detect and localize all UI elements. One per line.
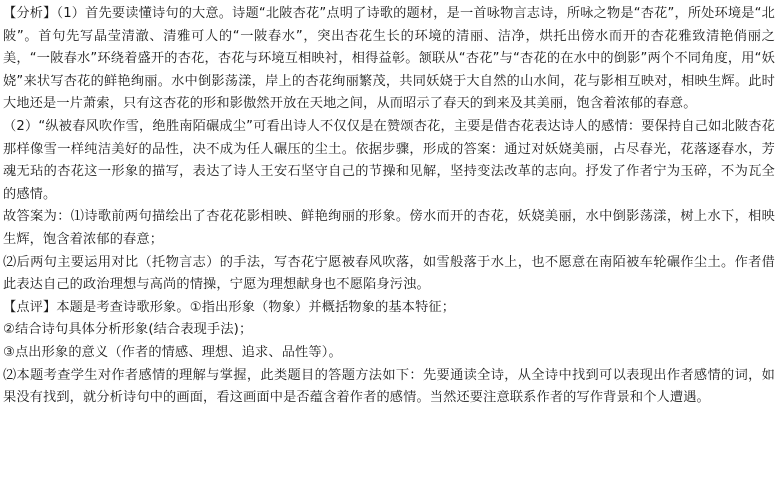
comment-paragraph-2: ②结合诗句具体分析形象(结合表现手法)； (3, 322, 253, 338)
answer-paragraph-2: ⑵后两句主要运用对比（托物言志）的手法，写杏花宁愿被春风吹落，如雪般落于水上，也不愿意在南陌被车轮碾作尘土。作者借此表达自己的政治理想与高尚的情操，宁愿为理想献身也不愿陷身污浊。 (3, 254, 775, 293)
answer-document (3, 3, 775, 410)
analysis-paragraph-1: 【分析】（1）首先要读懂诗句的大意。诗题“北陂杏花”点明了诗歌的题材，是一首咏物言志诗，所咏之物是“杏花”，所处环境是“北陂”。首句先写晶莹清澈、清雅可人的“一陂春水”，突出杏花生长的环境的清丽、洁净，烘托出傍水而开的杏花雅致清艳俏丽之美，“一陂春水”环绕着盛开的杏花，杏花与环境互相映衬，相得益彰。颔联从“杏花”与“杏花的在水中的倒影”两个不同角度，用“妖娆”来状写杏花的鲜艳绚丽。水中倒影荡漾，岸上的杏花绚丽繁茂，共同妖娆于大自然的山水间，花与影相互映对，相映生辉。此时大地还是一片萧索，只有这杏花的形和影傲然开放在天地之间，从而昭示了春天的到来及其美丽，饱含着浓郁的春意。 (3, 6, 775, 112)
analysis-paragraph-2: （2）“纵被春风吹作雪，绝胜南陌碾成尘”可看出诗人不仅仅是在赞颂杏花，主要是借杏花表达诗人的感情：要保持自己如北陂杏花那样像雪一样纯洁美好的品性，决不成为任人碾压的尘土。依据步骤，形成的答案：通过对妖娆美丽，占尽春光，花落逐春水，芳魂无玷的杏花这一形象的描写，表达了诗人王安石坚守自己的节操和见解，坚持变法改革的志向。抒发了作者宁为玉碎，不为瓦全的感情。 (3, 118, 775, 202)
comment-paragraph-3: ③点出形象的意义（作者的情感、理想、追求、品性等）。 (3, 344, 342, 360)
answer-paragraph-1: 故答案为：⑴诗歌前两句描绘出了杏花花影相映、鲜艳绚丽的形象。傍水而开的杏花，妖娆美丽，水中倒影荡漾，树上水下，相映生辉，饱含着浓郁的春意； (3, 209, 775, 247)
comment-paragraph-4: ⑵本题考查学生对作者感情的理解与掌握，此类题目的答题方法如下：先要通读全诗，从全诗中找到可以表现出作者感情的词，如果没有找到，就分析诗句中的画面，看这画面中是否蕴含着作者的感情。当然还要注意联系作者的写作背景和个人遭遇。 (3, 367, 775, 406)
comment-paragraph-1: 【点评】本题是考查诗歌形象。①指出形象（物象）并概括物象的基本特征； (3, 299, 456, 315)
